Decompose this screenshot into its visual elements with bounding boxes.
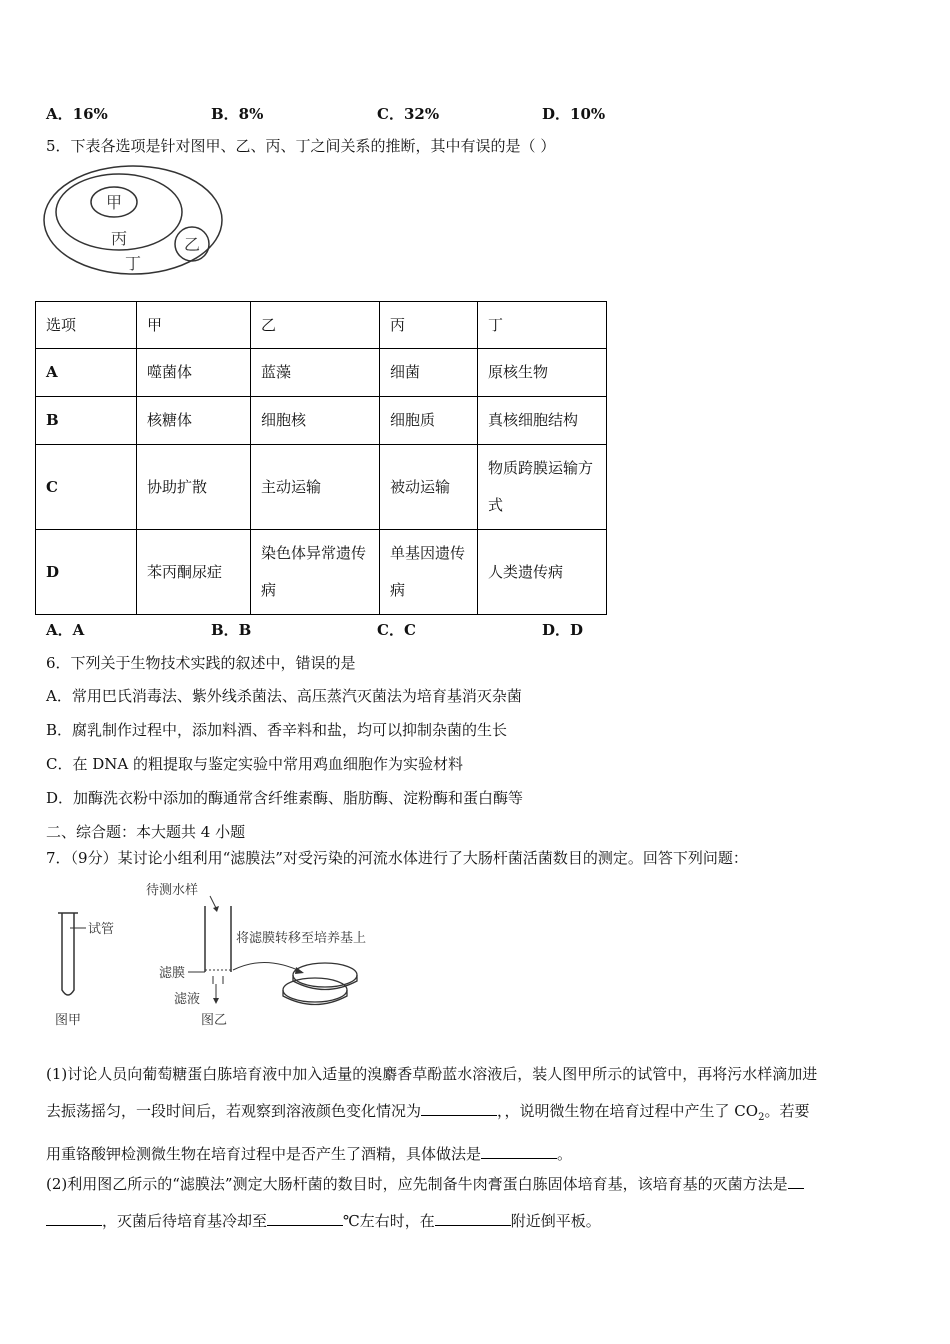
q6-option-a: A．常用巴氏消毒法、紫外线杀菌法、高压蒸汽灭菌法为培育基消灭杂菌 xyxy=(46,687,522,705)
table-cell: 真核细胞结构 xyxy=(478,397,607,445)
q7-part1-text: 。 xyxy=(557,1145,573,1163)
table-header-row xyxy=(36,302,607,349)
table-cell: 染色体异常遗传病 xyxy=(251,530,380,615)
table-cell: 主动运输 xyxy=(251,445,380,530)
q5-option-a: A．A xyxy=(46,621,85,639)
q5-option-d: D．D xyxy=(542,621,584,639)
q4-option-c: C．32% xyxy=(377,105,440,123)
table-header-cell: 丙 xyxy=(380,302,478,349)
q4-option-a: A．16% xyxy=(46,105,108,123)
q7-part1-text: 。若要 xyxy=(764,1102,810,1120)
q5-option-c: C．C xyxy=(377,621,416,639)
table-header-cell: 丁 xyxy=(478,302,607,349)
q7-figure xyxy=(50,880,410,1030)
q6-stem: 6．下列关于生物技术实践的叙述中，错误的是 xyxy=(46,654,356,672)
table-cell: 被动运输 xyxy=(380,445,478,530)
table-cell: D xyxy=(36,530,137,615)
q6-option-b: B．腐乳制作过程中，添加料酒、香辛料和盐，均可以抑制杂菌的生长 xyxy=(46,721,508,739)
venn-ding-label: 丁 xyxy=(124,254,142,273)
table-cell: 噬菌体 xyxy=(137,349,251,397)
table-header-cell: 选项 xyxy=(36,302,137,349)
transfer-label: 将滤膜转移至培养基上 xyxy=(236,931,367,946)
q7-part2-line1 xyxy=(46,1166,906,1203)
table-cell: B xyxy=(36,397,137,445)
table-cell: A xyxy=(36,349,137,397)
q5-table xyxy=(35,301,607,615)
table-cell: 单基因遗传病 xyxy=(380,530,478,615)
table-header-cell: 甲 xyxy=(137,302,251,349)
answer-blank-color-change[interactable] xyxy=(421,1099,497,1116)
table-header-cell: 乙 xyxy=(251,302,380,349)
q6-option-c: C．在 DNA 的粗提取与鉴定实验中常用鸡血细胞作为实验材料 xyxy=(46,755,463,773)
filtrate-label: 滤液 xyxy=(174,992,201,1007)
table-cell: 物质跨膜运输方式 xyxy=(478,445,607,530)
q4-option-b: B．8% xyxy=(211,105,264,123)
venn-jia-label: 甲 xyxy=(105,193,123,212)
venn-yi-label: 乙 xyxy=(183,235,201,254)
q7-part1-text: 用重铬酸钾检测微生物在培育过程中是否产生了酒精，具体做法是 xyxy=(46,1145,482,1163)
q5-option-b: B．B xyxy=(211,621,252,639)
q7-part2 xyxy=(46,1166,906,1240)
table-row xyxy=(36,397,607,445)
section-heading: 二、综合题：本大题共 4 小题 xyxy=(46,823,246,841)
q7-part1-line1: (1)讨论人员向葡萄糖蛋白胨培育液中加入适量的溴麝香草酚蓝水溶液后，装人图甲所示的试管中，再将污水样滴加进 xyxy=(46,1065,818,1083)
sample-label: 待测水样 xyxy=(146,883,199,898)
petri-dish-top xyxy=(293,963,357,987)
table-cell: 原核生物 xyxy=(478,349,607,397)
answer-blank-temperature[interactable] xyxy=(267,1209,343,1226)
tube-label: 试管 xyxy=(88,922,115,937)
q7-part1 xyxy=(46,1056,906,1173)
caption-jia: 图甲 xyxy=(55,1013,82,1028)
q7-part1-text: 去振荡摇匀，一段时间后，若观察到溶液颜色变化情况为 xyxy=(46,1102,422,1120)
venn-bing-label: 丙 xyxy=(110,229,128,248)
q7-part1-text: ，，说明微生物在培育过程中产生了 CO xyxy=(497,1102,759,1120)
answer-blank-sterilization-cont[interactable] xyxy=(46,1209,102,1226)
q7-part2-text: ，灭菌后待培育基冷却至 xyxy=(102,1212,268,1230)
table-cell: 人类遗传病 xyxy=(478,530,607,615)
q4-option-d: D．10% xyxy=(542,105,606,123)
venn-diagram xyxy=(40,163,230,283)
table-cell: C xyxy=(36,445,137,530)
table-cell: 细菌 xyxy=(380,349,478,397)
q7-part2-text: (2)利用图乙所示的“滤膜法”测定大肠杆菌的数目时，应先制备牛肉膏蛋白胨固体培育基，该培育基的灭菌方法是 xyxy=(46,1175,788,1193)
caption-yi: 图乙 xyxy=(201,1013,228,1028)
q7-part2-line2 xyxy=(46,1203,906,1240)
table-cell: 协助扩散 xyxy=(137,445,251,530)
table-cell: 苯丙酮尿症 xyxy=(137,530,251,615)
table-row xyxy=(36,445,607,530)
table-row xyxy=(36,349,607,397)
outlet-tube xyxy=(213,976,223,984)
q7-part1-line2 xyxy=(46,1093,906,1136)
answer-blank-location[interactable] xyxy=(435,1209,511,1226)
table-cell: 细胞核 xyxy=(251,397,380,445)
co2-subscript: 2 xyxy=(758,1112,765,1123)
table-cell: 细胞质 xyxy=(380,397,478,445)
q5-stem: 5．下表各选项是针对图甲、乙、丙、丁之间关系的推断，其中有误的是（ ） xyxy=(46,137,556,155)
petri-dish-bottom xyxy=(283,978,347,1002)
test-tube xyxy=(62,913,74,995)
q6-option-d: D．加酶洗衣粉中添加的酶通常含纤维素酶、脂肪酶、淀粉酶和蛋白酶等 xyxy=(46,789,524,807)
filtrate-arrowhead xyxy=(213,998,219,1004)
q7-part2-text: ℃左右时，在 xyxy=(343,1212,435,1230)
answer-blank-alcohol-test[interactable] xyxy=(481,1142,557,1159)
table-row xyxy=(36,530,607,615)
q7-part2-text: 附近倒平板。 xyxy=(510,1212,601,1230)
table-cell: 核糖体 xyxy=(137,397,251,445)
q7-stem: 7．（9分）某讨论小组利用“滤膜法”对受污染的河流水体进行了大肠杆菌活菌数目的测定。回答下列问题： xyxy=(46,849,748,867)
table-cell: 蓝藻 xyxy=(251,349,380,397)
transfer-arrow xyxy=(233,962,302,972)
answer-blank-sterilization[interactable] xyxy=(788,1172,804,1189)
membrane-label: 滤膜 xyxy=(159,966,186,981)
